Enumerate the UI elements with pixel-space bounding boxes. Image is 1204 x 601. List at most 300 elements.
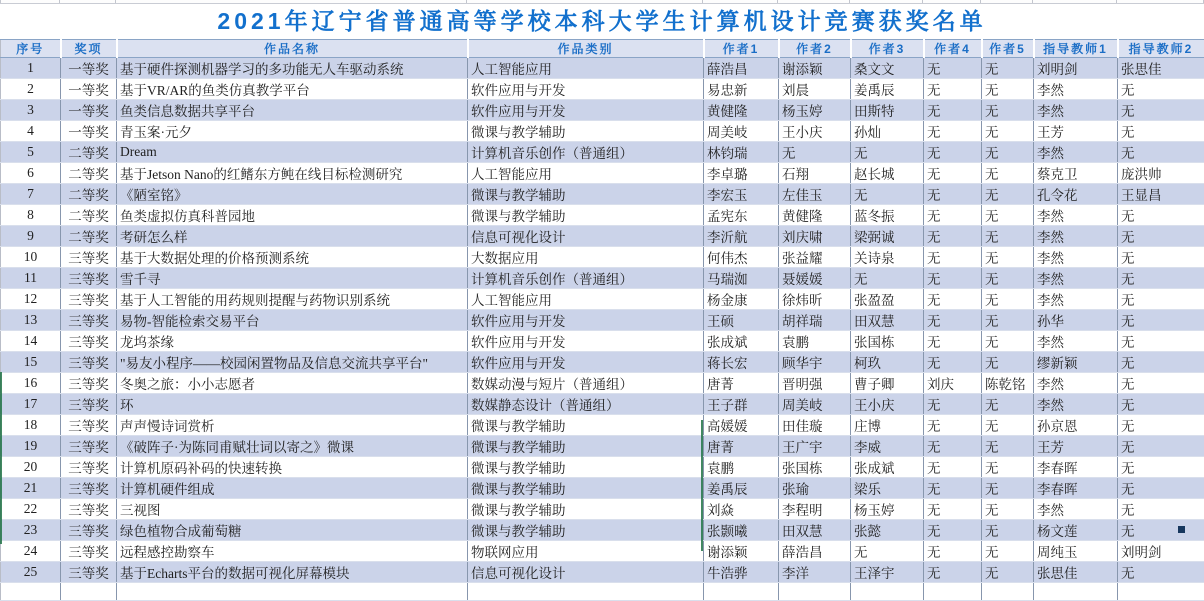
cell-work-title[interactable]: 《陋室铭》 <box>117 184 468 205</box>
cell-advisor-1[interactable]: 李然 <box>1034 331 1118 352</box>
empty-cell[interactable] <box>468 583 704 601</box>
cell-author-4[interactable]: 无 <box>924 310 982 331</box>
cell-author-4[interactable]: 无 <box>924 331 982 352</box>
cell-work-title[interactable]: 基于VR/AR的鱼类仿真教学平台 <box>117 79 468 100</box>
cell-award[interactable]: 三等奖 <box>61 478 117 499</box>
cell-author-2[interactable]: 袁鹏 <box>779 331 851 352</box>
cell-category[interactable]: 人工智能应用 <box>468 58 704 79</box>
empty-cell[interactable] <box>61 583 117 601</box>
cell-author-3[interactable]: 无 <box>851 142 924 163</box>
cell-advisor-1[interactable]: 李然 <box>1034 373 1118 394</box>
cell-advisor-2[interactable]: 无 <box>1118 436 1204 457</box>
cell-serial[interactable]: 25 <box>1 562 61 583</box>
column-header-serial[interactable]: 序号 <box>1 40 61 58</box>
cell-advisor-1[interactable]: 李然 <box>1034 79 1118 100</box>
cell-work-title[interactable]: 基于Echarts平台的数据可视化屏幕模块 <box>117 562 468 583</box>
cell-author-3[interactable]: 关诗泉 <box>851 247 924 268</box>
empty-cell[interactable] <box>704 583 779 601</box>
cell-author-5[interactable]: 无 <box>982 268 1034 289</box>
cell-author-1[interactable]: 蒋长宏 <box>704 352 779 373</box>
cell-advisor-1[interactable]: 王芳 <box>1034 121 1118 142</box>
cell-work-title[interactable]: 青玉案·元夕 <box>117 121 468 142</box>
cell-author-4[interactable]: 无 <box>924 268 982 289</box>
grid-cell-stub[interactable] <box>0 0 60 3</box>
cell-advisor-1[interactable]: 李然 <box>1034 394 1118 415</box>
cell-author-4[interactable]: 无 <box>924 142 982 163</box>
cell-advisor-2[interactable]: 无 <box>1118 352 1204 373</box>
cell-serial[interactable]: 11 <box>1 268 61 289</box>
cell-author-2[interactable]: 刘晨 <box>779 79 851 100</box>
cell-author-5[interactable]: 无 <box>982 436 1034 457</box>
cell-author-1[interactable]: 牛浩骅 <box>704 562 779 583</box>
cell-advisor-1[interactable]: 李然 <box>1034 142 1118 163</box>
cell-category[interactable]: 数媒动漫与短片（普通组） <box>468 373 704 394</box>
cell-category[interactable]: 微课与教学辅助 <box>468 520 704 541</box>
column-header-author-2[interactable]: 作者2 <box>779 40 851 58</box>
cell-award[interactable]: 二等奖 <box>61 226 117 247</box>
column-header-author-5[interactable]: 作者5 <box>982 40 1034 58</box>
cell-award[interactable]: 三等奖 <box>61 562 117 583</box>
cell-advisor-1[interactable]: 缪新颖 <box>1034 352 1118 373</box>
cell-author-5[interactable]: 无 <box>982 541 1034 562</box>
cell-author-1[interactable]: 黄健隆 <box>704 100 779 121</box>
cell-author-4[interactable]: 无 <box>924 541 982 562</box>
cell-award[interactable]: 三等奖 <box>61 415 117 436</box>
cell-award[interactable]: 三等奖 <box>61 457 117 478</box>
cell-advisor-2[interactable]: 刘明剑 <box>1118 541 1204 562</box>
cell-author-4[interactable]: 无 <box>924 184 982 205</box>
cell-award[interactable]: 三等奖 <box>61 499 117 520</box>
cell-advisor-2[interactable]: 无 <box>1118 331 1204 352</box>
empty-cell[interactable] <box>1118 583 1204 601</box>
cell-advisor-2[interactable]: 无 <box>1118 205 1204 226</box>
cell-author-1[interactable]: 唐菁 <box>704 373 779 394</box>
column-header-advisor-1[interactable]: 指导教师1 <box>1034 40 1118 58</box>
cell-author-5[interactable]: 无 <box>982 121 1034 142</box>
cell-category[interactable]: 微课与教学辅助 <box>468 121 704 142</box>
cell-advisor-2[interactable]: 无 <box>1118 121 1204 142</box>
cell-author-3[interactable]: 张盈盈 <box>851 289 924 310</box>
cell-award[interactable]: 一等奖 <box>61 58 117 79</box>
cell-advisor-2[interactable]: 无 <box>1118 289 1204 310</box>
cell-author-2[interactable]: 李程明 <box>779 499 851 520</box>
cell-author-5[interactable]: 无 <box>982 163 1034 184</box>
cell-author-1[interactable]: 李沂航 <box>704 226 779 247</box>
cell-advisor-2[interactable]: 无 <box>1118 478 1204 499</box>
cell-advisor-1[interactable]: 张思佳 <box>1034 562 1118 583</box>
empty-cell[interactable] <box>924 583 982 601</box>
cell-author-4[interactable]: 刘庆 <box>924 373 982 394</box>
cell-category[interactable]: 计算机音乐创作（普通组） <box>468 142 704 163</box>
cell-author-3[interactable]: 田斯特 <box>851 100 924 121</box>
cell-author-5[interactable]: 无 <box>982 394 1034 415</box>
cell-award[interactable]: 三等奖 <box>61 352 117 373</box>
cell-award[interactable]: 二等奖 <box>61 142 117 163</box>
cell-author-2[interactable]: 王小庆 <box>779 121 851 142</box>
cell-serial[interactable]: 19 <box>1 436 61 457</box>
cell-author-1[interactable]: 李宏玉 <box>704 184 779 205</box>
cell-advisor-1[interactable]: 李然 <box>1034 226 1118 247</box>
cell-author-2[interactable]: 聂媛媛 <box>779 268 851 289</box>
cell-author-4[interactable]: 无 <box>924 79 982 100</box>
cell-advisor-2[interactable]: 王显昌 <box>1118 184 1204 205</box>
cell-author-1[interactable]: 杨金康 <box>704 289 779 310</box>
cell-advisor-2[interactable]: 张思佳 <box>1118 58 1204 79</box>
cell-serial[interactable]: 6 <box>1 163 61 184</box>
cell-author-2[interactable]: 张国栋 <box>779 457 851 478</box>
cell-advisor-1[interactable]: 刘明剑 <box>1034 58 1118 79</box>
cell-author-2[interactable]: 李洋 <box>779 562 851 583</box>
cell-serial[interactable]: 16 <box>1 373 61 394</box>
cell-advisor-2[interactable]: 无 <box>1118 310 1204 331</box>
cell-advisor-2[interactable]: 无 <box>1118 373 1204 394</box>
cell-work-title[interactable]: 远程感控勘察车 <box>117 541 468 562</box>
cell-advisor-2[interactable]: 无 <box>1118 142 1204 163</box>
cell-author-2[interactable]: 胡祥瑞 <box>779 310 851 331</box>
cell-serial[interactable]: 3 <box>1 100 61 121</box>
cell-category[interactable]: 人工智能应用 <box>468 289 704 310</box>
cell-serial[interactable]: 12 <box>1 289 61 310</box>
cell-author-4[interactable]: 无 <box>924 226 982 247</box>
cell-author-2[interactable]: 田佳璇 <box>779 415 851 436</box>
cell-author-3[interactable]: 无 <box>851 184 924 205</box>
grid-cell-stub[interactable] <box>60 0 116 3</box>
grid-cell-stub[interactable] <box>467 0 703 3</box>
empty-cell[interactable] <box>1034 583 1118 601</box>
empty-cell[interactable] <box>117 583 468 601</box>
cell-work-title[interactable]: "易友小程序——校园闲置物品及信息交流共享平台" <box>117 352 468 373</box>
cell-category[interactable]: 微课与教学辅助 <box>468 478 704 499</box>
cell-author-5[interactable]: 无 <box>982 415 1034 436</box>
cell-award[interactable]: 一等奖 <box>61 79 117 100</box>
cell-work-title[interactable]: 三视图 <box>117 499 468 520</box>
cell-author-3[interactable]: 孙灿 <box>851 121 924 142</box>
cell-serial[interactable]: 20 <box>1 457 61 478</box>
cell-advisor-1[interactable]: 杨文莲 <box>1034 520 1118 541</box>
cell-work-title[interactable]: 基于Jetson Nano的红鳍东方鲀在线目标检测研究 <box>117 163 468 184</box>
cell-work-title[interactable]: 《破阵子·为陈同甫赋壮词以寄之》微课 <box>117 436 468 457</box>
cell-author-3[interactable]: 张成斌 <box>851 457 924 478</box>
cell-work-title[interactable]: 鱼类虚拟仿真科普园地 <box>117 205 468 226</box>
empty-cell[interactable] <box>851 583 924 601</box>
cell-work-title[interactable]: 冬奥之旅：小小志愿者 <box>117 373 468 394</box>
cell-advisor-1[interactable]: 孙华 <box>1034 310 1118 331</box>
cell-work-title[interactable]: 雪千寻 <box>117 268 468 289</box>
cell-author-4[interactable]: 无 <box>924 121 982 142</box>
cell-author-5[interactable]: 无 <box>982 478 1034 499</box>
cell-award[interactable]: 一等奖 <box>61 121 117 142</box>
cell-author-3[interactable]: 李威 <box>851 436 924 457</box>
cell-author-2[interactable]: 谢添颖 <box>779 58 851 79</box>
cell-author-1[interactable]: 何伟杰 <box>704 247 779 268</box>
cell-author-3[interactable]: 姜禹辰 <box>851 79 924 100</box>
cell-author-1[interactable]: 谢添颖 <box>704 541 779 562</box>
cell-author-2[interactable]: 石翔 <box>779 163 851 184</box>
cell-author-2[interactable]: 张瑜 <box>779 478 851 499</box>
cell-category[interactable]: 计算机音乐创作（普通组） <box>468 268 704 289</box>
cell-advisor-2[interactable]: 无 <box>1118 394 1204 415</box>
cell-author-2[interactable]: 周美岐 <box>779 394 851 415</box>
empty-cell[interactable] <box>1 583 61 601</box>
cell-advisor-2[interactable]: 无 <box>1118 247 1204 268</box>
cell-advisor-1[interactable]: 孔令花 <box>1034 184 1118 205</box>
cell-author-5[interactable]: 无 <box>982 247 1034 268</box>
cell-author-4[interactable]: 无 <box>924 289 982 310</box>
cell-award[interactable]: 二等奖 <box>61 163 117 184</box>
cell-work-title[interactable]: 计算机硬件组成 <box>117 478 468 499</box>
cell-author-2[interactable]: 顾华宇 <box>779 352 851 373</box>
cell-category[interactable]: 大数据应用 <box>468 247 704 268</box>
grid-cell-stub[interactable] <box>981 0 1033 3</box>
grid-cell-stub[interactable] <box>703 0 778 3</box>
cell-advisor-2[interactable]: 无 <box>1118 79 1204 100</box>
cell-author-5[interactable]: 无 <box>982 142 1034 163</box>
cell-advisor-2[interactable]: 无 <box>1118 415 1204 436</box>
grid-cell-stub[interactable] <box>1033 0 1117 3</box>
cell-author-1[interactable]: 王子群 <box>704 394 779 415</box>
cell-author-1[interactable]: 王硕 <box>704 310 779 331</box>
cell-author-4[interactable]: 无 <box>924 394 982 415</box>
cell-author-1[interactable]: 姜禹辰 <box>704 478 779 499</box>
cell-award[interactable]: 三等奖 <box>61 268 117 289</box>
cell-work-title[interactable]: 基于硬件探测机器学习的多功能无人车驱动系统 <box>117 58 468 79</box>
cell-author-1[interactable]: 孟宪东 <box>704 205 779 226</box>
cell-author-3[interactable]: 柯玖 <box>851 352 924 373</box>
cell-work-title[interactable]: 龙坞茶缘 <box>117 331 468 352</box>
cell-author-2[interactable]: 刘庆啸 <box>779 226 851 247</box>
cell-author-5[interactable]: 无 <box>982 79 1034 100</box>
cell-author-3[interactable]: 桑文文 <box>851 58 924 79</box>
cell-author-3[interactable]: 张懿 <box>851 520 924 541</box>
cell-serial[interactable]: 7 <box>1 184 61 205</box>
cell-author-5[interactable]: 无 <box>982 352 1034 373</box>
cell-work-title[interactable]: 基于人工智能的用药规则提醒与药物识别系统 <box>117 289 468 310</box>
cell-category[interactable]: 软件应用与开发 <box>468 100 704 121</box>
cell-author-5[interactable]: 无 <box>982 310 1034 331</box>
cell-author-1[interactable]: 袁鹏 <box>704 457 779 478</box>
cell-category[interactable]: 微课与教学辅助 <box>468 436 704 457</box>
column-header-author-1[interactable]: 作者1 <box>704 40 779 58</box>
cell-author-3[interactable]: 梁弼诚 <box>851 226 924 247</box>
cell-category[interactable]: 微课与教学辅助 <box>468 457 704 478</box>
column-header-award[interactable]: 奖项 <box>61 40 117 58</box>
cell-author-1[interactable]: 易忠新 <box>704 79 779 100</box>
cell-category[interactable]: 物联网应用 <box>468 541 704 562</box>
cell-work-title[interactable]: 考研怎么样 <box>117 226 468 247</box>
cell-advisor-1[interactable]: 李然 <box>1034 100 1118 121</box>
cell-advisor-2[interactable]: 无 <box>1118 520 1204 541</box>
cell-advisor-1[interactable]: 孙京恩 <box>1034 415 1118 436</box>
cell-category[interactable]: 软件应用与开发 <box>468 310 704 331</box>
cell-author-3[interactable]: 蓝冬振 <box>851 205 924 226</box>
cell-serial[interactable]: 9 <box>1 226 61 247</box>
cell-category[interactable]: 信息可视化设计 <box>468 562 704 583</box>
cell-author-3[interactable]: 张国栋 <box>851 331 924 352</box>
cell-author-1[interactable]: 周美岐 <box>704 121 779 142</box>
cell-author-4[interactable]: 无 <box>924 520 982 541</box>
cell-work-title[interactable]: 环 <box>117 394 468 415</box>
cell-advisor-1[interactable]: 周纯玉 <box>1034 541 1118 562</box>
cell-award[interactable]: 三等奖 <box>61 373 117 394</box>
cell-serial[interactable]: 8 <box>1 205 61 226</box>
cell-author-2[interactable]: 王广宇 <box>779 436 851 457</box>
cell-serial[interactable]: 13 <box>1 310 61 331</box>
cell-serial[interactable]: 17 <box>1 394 61 415</box>
cell-author-5[interactable]: 无 <box>982 205 1034 226</box>
cell-category[interactable]: 信息可视化设计 <box>468 226 704 247</box>
cell-author-3[interactable]: 王泽宇 <box>851 562 924 583</box>
cell-author-1[interactable]: 薛浩昌 <box>704 58 779 79</box>
cell-award[interactable]: 三等奖 <box>61 394 117 415</box>
cell-award[interactable]: 二等奖 <box>61 205 117 226</box>
cell-advisor-2[interactable]: 无 <box>1118 100 1204 121</box>
cell-serial[interactable]: 5 <box>1 142 61 163</box>
cell-author-3[interactable]: 王小庆 <box>851 394 924 415</box>
cell-serial[interactable]: 2 <box>1 79 61 100</box>
cell-advisor-2[interactable]: 无 <box>1118 268 1204 289</box>
cell-author-5[interactable]: 无 <box>982 331 1034 352</box>
cell-serial[interactable]: 14 <box>1 331 61 352</box>
column-header-advisor-2[interactable]: 指导教师2 <box>1118 40 1204 58</box>
grid-cell-stub[interactable] <box>850 0 923 3</box>
cell-author-2[interactable]: 杨玉婷 <box>779 100 851 121</box>
cell-award[interactable]: 三等奖 <box>61 310 117 331</box>
empty-cell[interactable] <box>779 583 851 601</box>
cell-author-4[interactable]: 无 <box>924 352 982 373</box>
cell-author-4[interactable]: 无 <box>924 562 982 583</box>
cell-author-4[interactable]: 无 <box>924 436 982 457</box>
cell-author-3[interactable]: 曹子卿 <box>851 373 924 394</box>
column-header-author-4[interactable]: 作者4 <box>924 40 982 58</box>
cell-work-title[interactable]: 声声慢诗词赏析 <box>117 415 468 436</box>
cell-author-1[interactable]: 张颢曦 <box>704 520 779 541</box>
cell-author-1[interactable]: 李卓璐 <box>704 163 779 184</box>
cell-author-2[interactable]: 徐炜昕 <box>779 289 851 310</box>
cell-author-4[interactable]: 无 <box>924 100 982 121</box>
column-header-work-title[interactable]: 作品名称 <box>117 40 468 58</box>
cell-advisor-1[interactable]: 李春晖 <box>1034 478 1118 499</box>
cell-category[interactable]: 软件应用与开发 <box>468 79 704 100</box>
cell-author-4[interactable]: 无 <box>924 247 982 268</box>
cell-category[interactable]: 微课与教学辅助 <box>468 205 704 226</box>
cell-serial[interactable]: 4 <box>1 121 61 142</box>
cell-author-4[interactable]: 无 <box>924 58 982 79</box>
cell-author-3[interactable]: 赵长城 <box>851 163 924 184</box>
cell-work-title[interactable]: Dream <box>117 142 468 163</box>
cell-author-2[interactable]: 张益耀 <box>779 247 851 268</box>
column-header-category[interactable]: 作品类别 <box>468 40 704 58</box>
cell-serial[interactable]: 18 <box>1 415 61 436</box>
cell-award[interactable]: 三等奖 <box>61 436 117 457</box>
cell-author-3[interactable]: 杨玉婷 <box>851 499 924 520</box>
cell-award[interactable]: 一等奖 <box>61 100 117 121</box>
cell-advisor-1[interactable]: 李然 <box>1034 289 1118 310</box>
cell-author-4[interactable]: 无 <box>924 415 982 436</box>
cell-advisor-1[interactable]: 李然 <box>1034 247 1118 268</box>
cell-category[interactable]: 人工智能应用 <box>468 163 704 184</box>
cell-work-title[interactable]: 绿色植物合成葡萄糖 <box>117 520 468 541</box>
cell-author-4[interactable]: 无 <box>924 163 982 184</box>
cell-advisor-2[interactable]: 无 <box>1118 226 1204 247</box>
cell-work-title[interactable]: 鱼类信息数据共享平台 <box>117 100 468 121</box>
cell-advisor-2[interactable]: 无 <box>1118 457 1204 478</box>
cell-author-5[interactable]: 无 <box>982 226 1034 247</box>
grid-cell-stub[interactable] <box>778 0 850 3</box>
empty-cell[interactable] <box>982 583 1034 601</box>
grid-cell-stub[interactable] <box>1117 0 1204 3</box>
cell-category[interactable]: 微课与教学辅助 <box>468 184 704 205</box>
cell-advisor-1[interactable]: 蔡克卫 <box>1034 163 1118 184</box>
cell-category[interactable]: 数媒静态设计（普通组） <box>468 394 704 415</box>
cell-author-4[interactable]: 无 <box>924 478 982 499</box>
cell-author-1[interactable]: 唐菁 <box>704 436 779 457</box>
cell-author-3[interactable]: 庄博 <box>851 415 924 436</box>
cell-serial[interactable]: 10 <box>1 247 61 268</box>
cell-award[interactable]: 三等奖 <box>61 520 117 541</box>
cell-author-5[interactable]: 无 <box>982 562 1034 583</box>
cell-advisor-2[interactable]: 庞洪帅 <box>1118 163 1204 184</box>
cell-category[interactable]: 微课与教学辅助 <box>468 499 704 520</box>
grid-cell-stub[interactable] <box>116 0 467 3</box>
cell-category[interactable]: 软件应用与开发 <box>468 331 704 352</box>
cell-author-3[interactable]: 无 <box>851 268 924 289</box>
cell-advisor-2[interactable]: 无 <box>1118 562 1204 583</box>
cell-category[interactable]: 微课与教学辅助 <box>468 415 704 436</box>
cell-author-5[interactable]: 陈乾铭 <box>982 373 1034 394</box>
cell-serial[interactable]: 21 <box>1 478 61 499</box>
cell-award[interactable]: 三等奖 <box>61 331 117 352</box>
cell-author-5[interactable]: 无 <box>982 499 1034 520</box>
fill-handle[interactable] <box>1178 526 1185 533</box>
cell-author-1[interactable]: 林钧瑞 <box>704 142 779 163</box>
cell-award[interactable]: 三等奖 <box>61 289 117 310</box>
cell-work-title[interactable]: 易物-智能检索交易平台 <box>117 310 468 331</box>
cell-work-title[interactable]: 基于大数据处理的价格预测系统 <box>117 247 468 268</box>
cell-author-5[interactable]: 无 <box>982 520 1034 541</box>
cell-award[interactable]: 三等奖 <box>61 541 117 562</box>
cell-author-2[interactable]: 田双慧 <box>779 520 851 541</box>
cell-author-1[interactable]: 马瑞洳 <box>704 268 779 289</box>
cell-author-2[interactable]: 晋明强 <box>779 373 851 394</box>
grid-cell-stub[interactable] <box>923 0 981 3</box>
cell-author-5[interactable]: 无 <box>982 100 1034 121</box>
cell-category[interactable]: 软件应用与开发 <box>468 352 704 373</box>
column-header-author-3[interactable]: 作者3 <box>851 40 924 58</box>
cell-work-title[interactable]: 计算机原码补码的快速转换 <box>117 457 468 478</box>
cell-author-4[interactable]: 无 <box>924 205 982 226</box>
cell-advisor-2[interactable]: 无 <box>1118 499 1204 520</box>
cell-author-1[interactable]: 刘焱 <box>704 499 779 520</box>
cell-serial[interactable]: 23 <box>1 520 61 541</box>
cell-advisor-1[interactable]: 李然 <box>1034 268 1118 289</box>
cell-author-2[interactable]: 薛浩昌 <box>779 541 851 562</box>
cell-award[interactable]: 三等奖 <box>61 247 117 268</box>
cell-author-3[interactable]: 无 <box>851 541 924 562</box>
cell-serial[interactable]: 15 <box>1 352 61 373</box>
cell-author-5[interactable]: 无 <box>982 58 1034 79</box>
cell-award[interactable]: 二等奖 <box>61 184 117 205</box>
cell-advisor-1[interactable]: 王芳 <box>1034 436 1118 457</box>
cell-author-2[interactable]: 左佳玉 <box>779 184 851 205</box>
title-cell[interactable] <box>0 4 1204 39</box>
cell-author-1[interactable]: 高媛媛 <box>704 415 779 436</box>
cell-author-3[interactable]: 梁乐 <box>851 478 924 499</box>
cell-author-5[interactable]: 无 <box>982 184 1034 205</box>
cell-author-1[interactable]: 张成斌 <box>704 331 779 352</box>
cell-author-2[interactable]: 无 <box>779 142 851 163</box>
cell-advisor-1[interactable]: 李然 <box>1034 499 1118 520</box>
cell-author-5[interactable]: 无 <box>982 289 1034 310</box>
